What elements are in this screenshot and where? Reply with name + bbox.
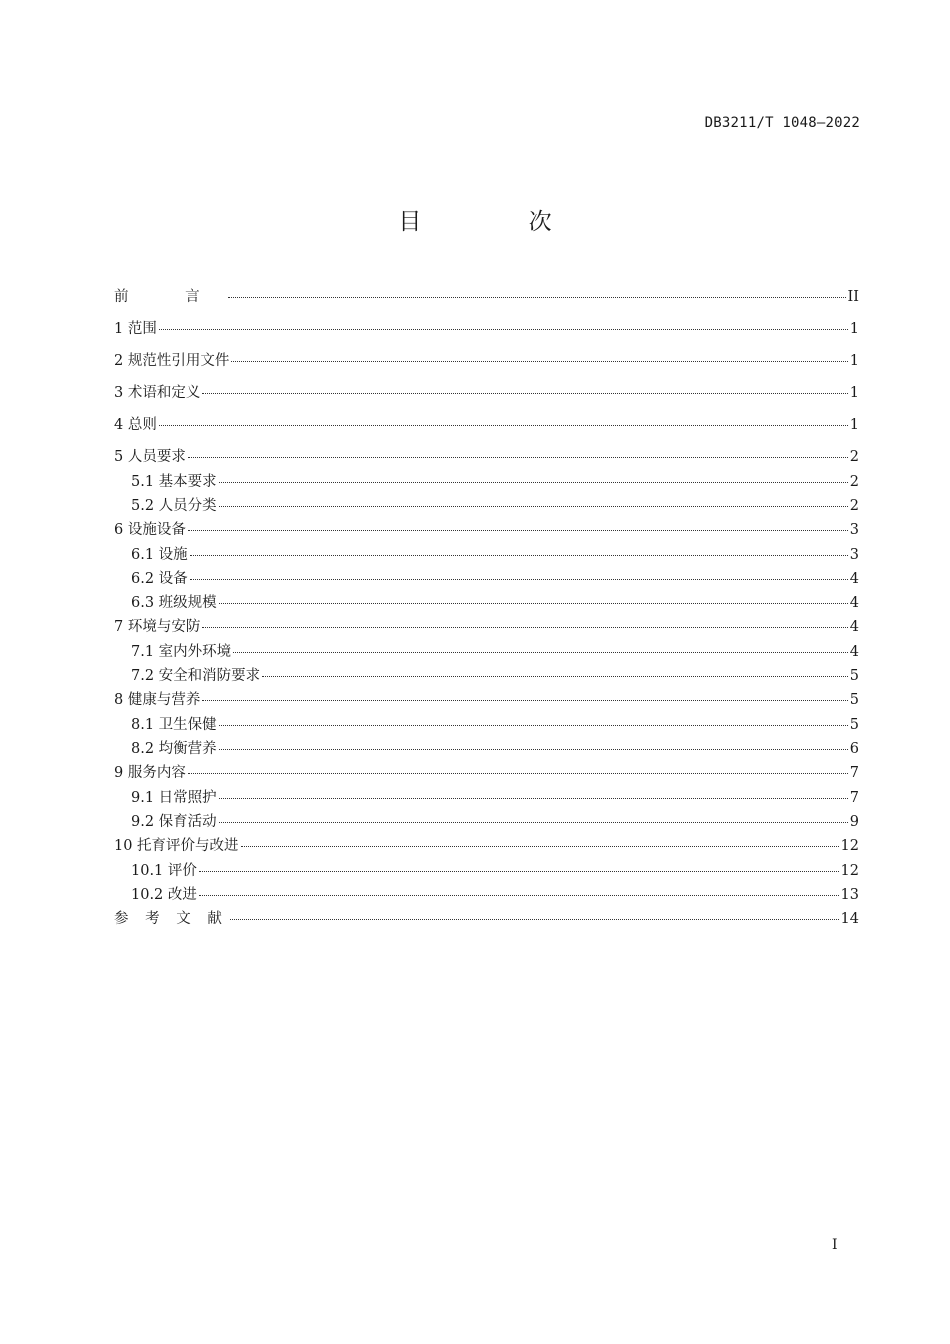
toc-leader-dots (230, 919, 839, 920)
toc-leader-dots (190, 555, 848, 556)
toc-entry-page: 3 (849, 522, 859, 538)
toc-entry[interactable] (114, 416, 859, 448)
toc-entry-label: 8 健康与营养 (114, 692, 201, 708)
toc-leader-dots (231, 361, 847, 362)
toc-entry-page: 4 (849, 595, 859, 611)
toc-entry[interactable] (114, 594, 859, 618)
toc-entry-label: 7.1 室内外环境 (131, 644, 232, 660)
toc-leader-dots (219, 749, 848, 750)
toc-entry-page: II (847, 289, 859, 305)
toc-entry-label: 5 人员要求 (114, 449, 186, 465)
toc-leader-dots (188, 530, 848, 531)
toc-entry-label: 8.1 卫生保健 (131, 717, 217, 733)
toc-entry[interactable] (114, 288, 859, 320)
toc-entry-label: 5.1 基本要求 (131, 474, 217, 490)
toc-entry-page: 3 (849, 547, 859, 563)
toc-leader-dots (219, 725, 848, 726)
toc-leader-dots (202, 627, 847, 628)
toc-entry-page: 12 (840, 838, 859, 854)
toc-entry-page: 1 (849, 417, 859, 433)
toc-entry[interactable] (114, 789, 859, 813)
toc-entry[interactable] (114, 813, 859, 837)
toc-leader-dots (188, 457, 848, 458)
toc-entry-page: 5 (849, 668, 859, 684)
toc-entry-label: 1 范围 (114, 321, 157, 337)
toc-entry-label: 参 考 文 献 (114, 911, 228, 927)
toc-entry[interactable] (114, 570, 859, 594)
toc-leader-dots (219, 822, 848, 823)
toc-entry-label: 5.2 人员分类 (131, 498, 217, 514)
toc-leader-dots (262, 676, 848, 677)
toc-entry-label: 8.2 均衡营养 (131, 741, 217, 757)
toc-entry-page: 1 (849, 353, 859, 369)
toc-leader-dots (219, 603, 848, 604)
page-number: I (832, 1237, 838, 1253)
toc-entry[interactable] (114, 667, 859, 691)
toc-entry[interactable] (114, 352, 859, 384)
toc-entry[interactable] (114, 497, 859, 521)
toc-entry[interactable] (114, 473, 859, 497)
toc-entry-page: 2 (849, 498, 859, 514)
toc-entry-page: 13 (840, 887, 859, 903)
toc-entry-label: 2 规范性引用文件 (114, 353, 230, 369)
toc-entry[interactable] (114, 862, 859, 886)
toc-leader-dots (188, 773, 848, 774)
toc-entry[interactable] (114, 740, 859, 764)
toc-leader-dots (202, 700, 847, 701)
toc-entry-label: 10 托育评价与改进 (114, 838, 239, 854)
toc-entry-page: 1 (849, 385, 859, 401)
toc-entry[interactable] (114, 716, 859, 740)
toc-entry[interactable] (114, 886, 859, 910)
toc-entry-label: 9 服务内容 (114, 765, 186, 781)
toc-entry-label: 9.2 保育活动 (131, 814, 217, 830)
toc-entry-page: 14 (840, 911, 859, 927)
document-code: DB3211/T 1048—2022 (704, 115, 860, 131)
toc-entry-page: 4 (849, 571, 859, 587)
toc-leader-dots (199, 871, 839, 872)
toc-entry-page: 7 (849, 765, 859, 781)
toc-leader-dots (159, 425, 848, 426)
toc-entry-page: 2 (849, 449, 859, 465)
toc-entry-label: 前 言 (114, 289, 226, 305)
toc-leader-dots (190, 579, 848, 580)
toc-entry[interactable] (114, 643, 859, 667)
toc-entry-page: 9 (849, 814, 859, 830)
toc-leader-dots (219, 506, 848, 507)
toc-entry-label: 6 设施设备 (114, 522, 186, 538)
toc-entry-page: 2 (849, 474, 859, 490)
toc-leader-dots (159, 329, 848, 330)
toc-entry-label: 6.3 班级规模 (131, 595, 217, 611)
toc-entry-label: 4 总则 (114, 417, 157, 433)
toc-entry-page: 7 (849, 790, 859, 806)
toc-entry-label: 9.1 日常照护 (131, 790, 217, 806)
toc-entry-label: 7 环境与安防 (114, 619, 201, 635)
toc-entry-label: 10.1 评价 (131, 863, 197, 879)
toc-entry-page: 5 (849, 692, 859, 708)
page-title: 目 次 (398, 209, 602, 235)
toc-leader-dots (199, 895, 839, 896)
toc-entry-page: 4 (849, 619, 859, 635)
toc-entry[interactable] (114, 384, 859, 416)
toc-entry-label: 10.2 改进 (131, 887, 197, 903)
toc-entry[interactable] (114, 910, 859, 942)
toc-entry-label: 6.2 设备 (131, 571, 188, 587)
toc-entry-page: 12 (840, 863, 859, 879)
toc-entry[interactable] (114, 546, 859, 570)
toc-leader-dots (219, 482, 848, 483)
toc-leader-dots (233, 652, 848, 653)
toc-leader-dots (241, 846, 839, 847)
toc-entry-page: 6 (849, 741, 859, 757)
toc-entry-page: 4 (849, 644, 859, 660)
toc-entry-label: 6.1 设施 (131, 547, 188, 563)
toc-entry-label: 7.2 安全和消防要求 (131, 668, 261, 684)
toc-leader-dots (202, 393, 847, 394)
table-of-contents (114, 288, 859, 942)
toc-entry-page: 5 (849, 717, 859, 733)
toc-entry[interactable] (114, 320, 859, 352)
toc-leader-dots (228, 297, 846, 298)
toc-leader-dots (219, 798, 848, 799)
toc-entry-page: 1 (849, 321, 859, 337)
toc-entry-label: 3 术语和定义 (114, 385, 201, 401)
